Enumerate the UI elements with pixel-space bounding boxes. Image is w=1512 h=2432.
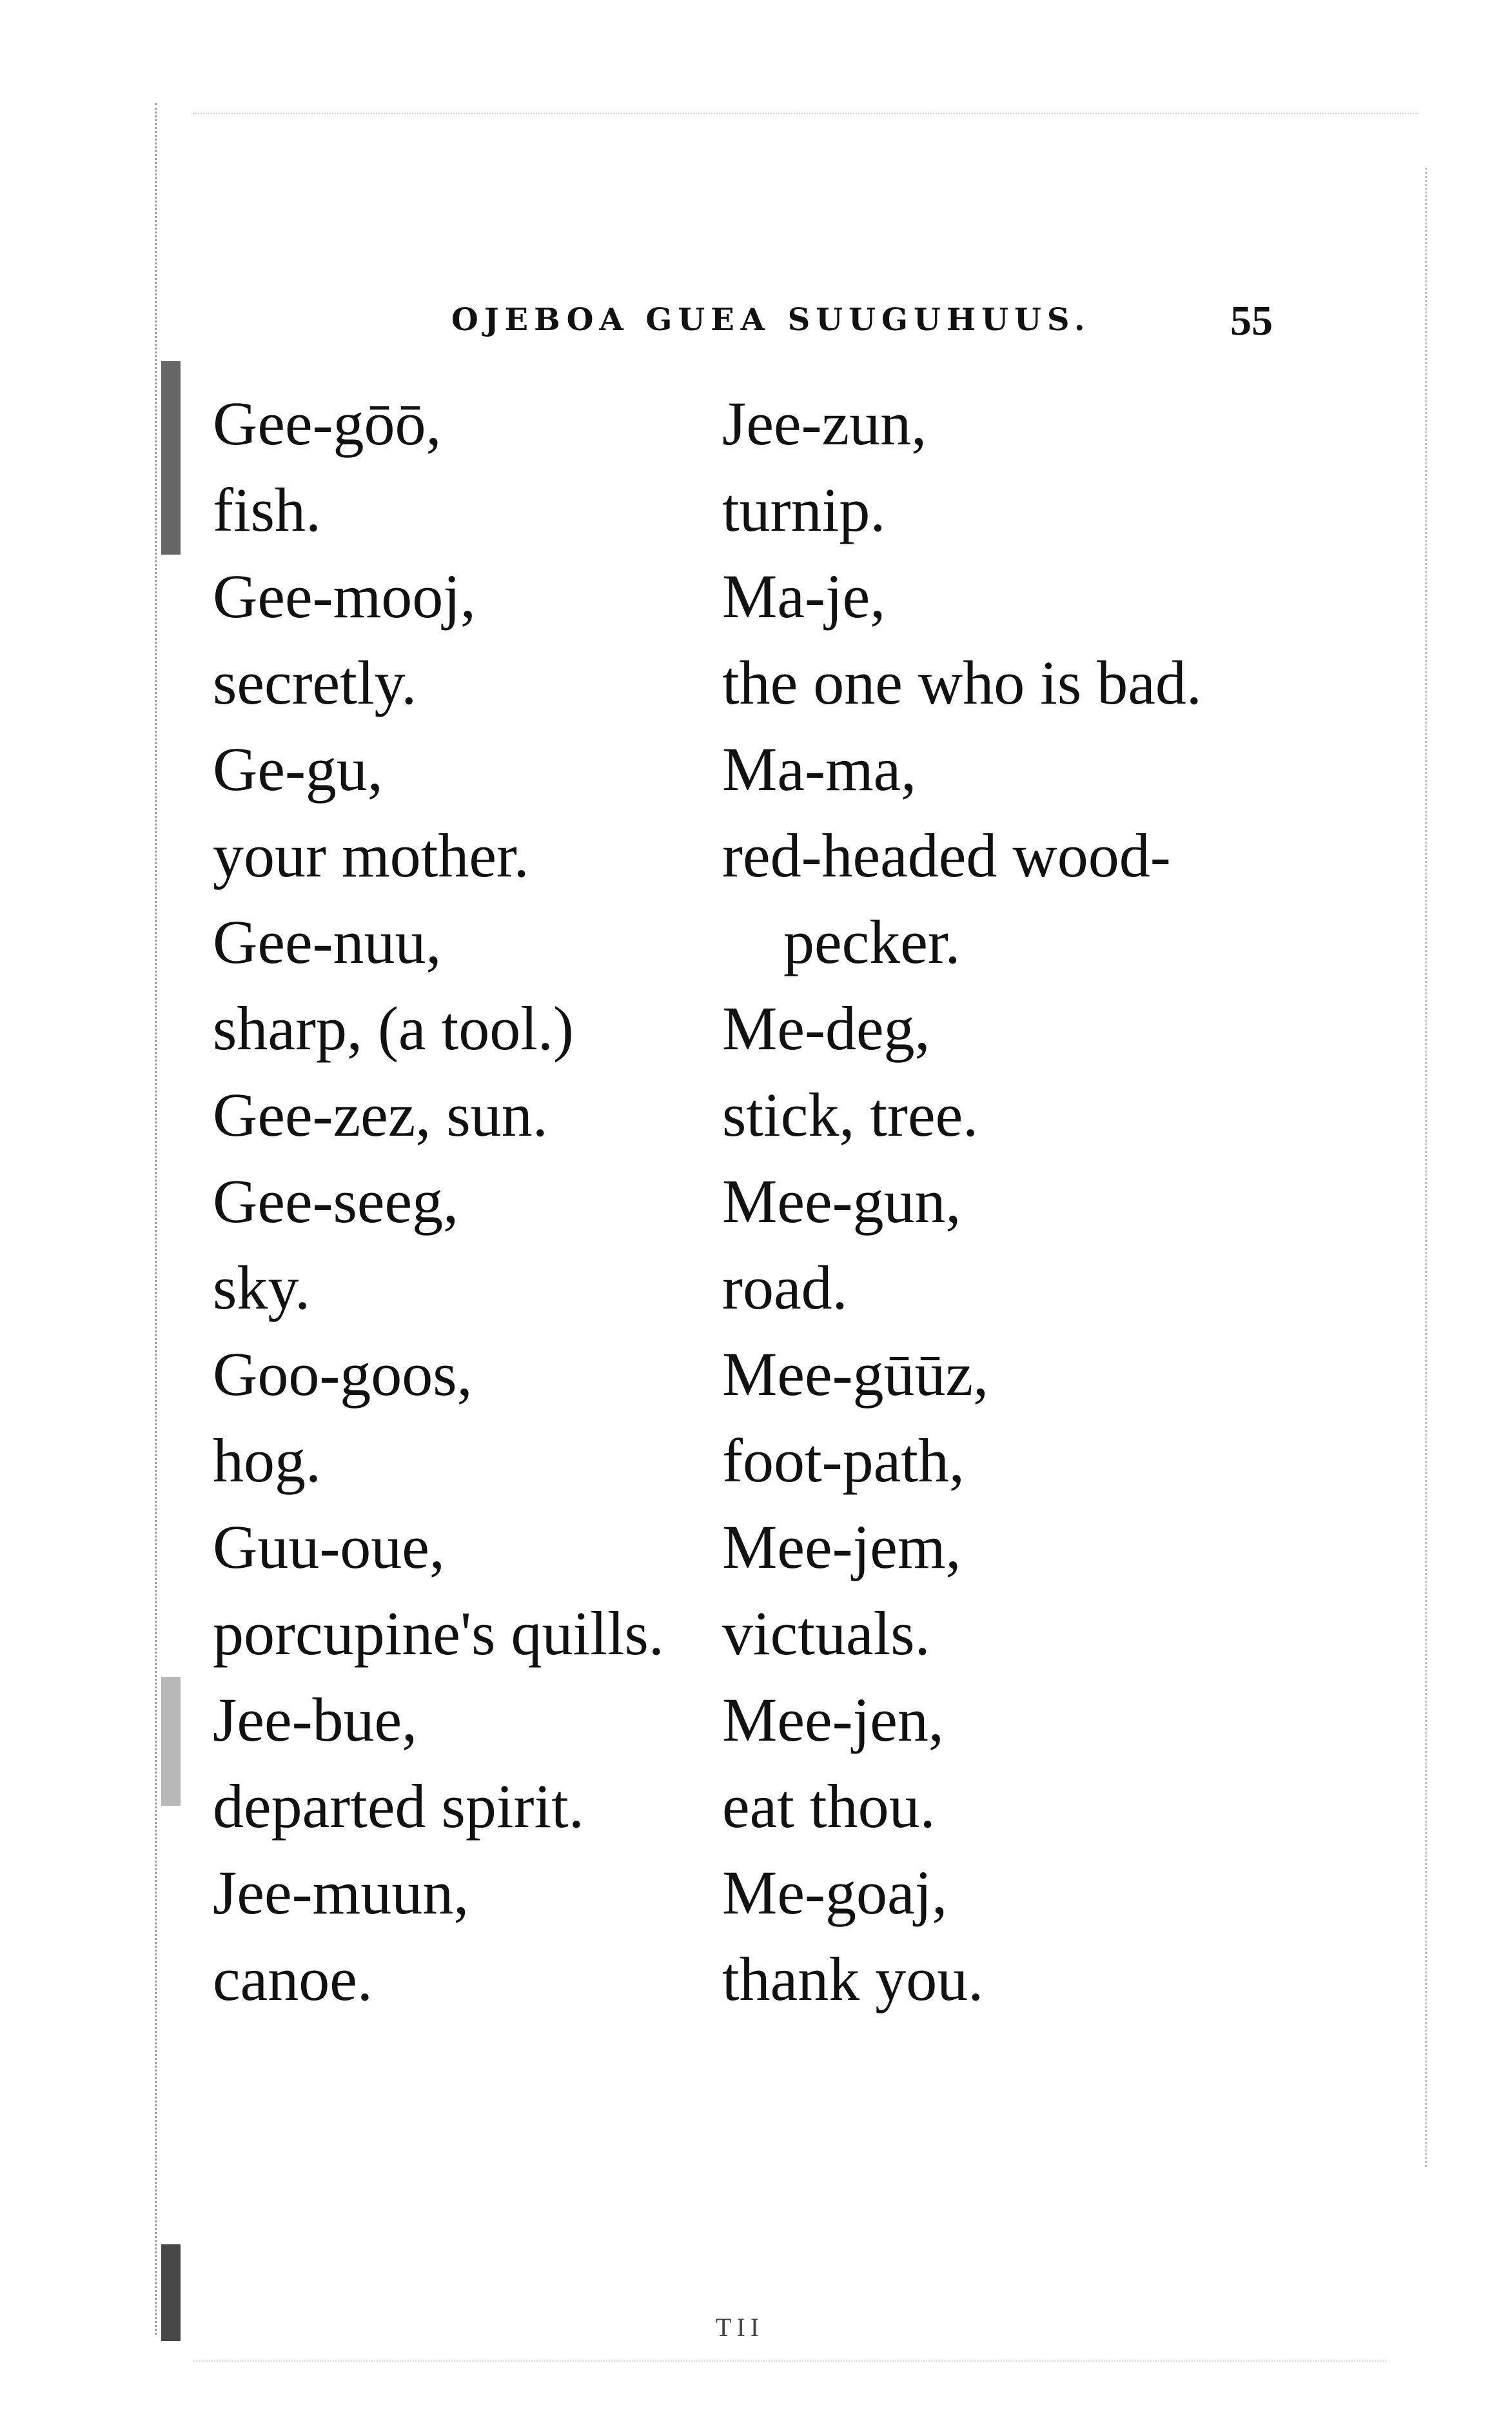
gloss: foot-path, — [722, 1426, 965, 1495]
gloss: fish. — [213, 475, 321, 544]
gloss: secretly. — [213, 648, 417, 717]
word: Ge-gu, — [213, 735, 383, 804]
gloss: turnip. — [722, 475, 886, 544]
word: Jee-zun, — [722, 389, 927, 458]
gloss: red-headed wood- — [722, 821, 1171, 890]
gloss-continuation: pecker. — [783, 907, 961, 976]
signature-mark: TII — [716, 2313, 765, 2342]
gloss: hog. — [213, 1426, 321, 1495]
gutter-shadow — [161, 1677, 181, 1806]
gloss: your mother. — [213, 821, 529, 890]
word: Me-goaj, — [722, 1858, 948, 1927]
word: Gee-gōō, — [213, 389, 442, 458]
word-with-gloss: Gee-zez, sun. — [213, 1080, 548, 1149]
gloss: stick, tree. — [722, 1080, 979, 1149]
running-head: OJEBOA GUEА SUUGUНUUS. — [451, 302, 1091, 338]
gutter-shadow — [161, 361, 181, 555]
word: Mee-gun, — [722, 1167, 961, 1236]
word: Goo-goos, — [213, 1340, 473, 1409]
gloss: porcupine's quills. — [213, 1599, 664, 1668]
page-edge-bottom — [193, 2360, 1386, 2363]
gloss: the one who is bad. — [722, 648, 1202, 717]
vocabulary-column-left — [213, 381, 793, 2022]
vocabulary-column-right — [722, 381, 1419, 2022]
gloss: victuals. — [722, 1599, 930, 1668]
gloss: departed spirit. — [213, 1772, 584, 1841]
gloss: sharp, (a tool.) — [213, 994, 574, 1063]
gloss: eat thou. — [722, 1772, 936, 1841]
word: Mee-jem, — [722, 1512, 961, 1581]
word: Me-deg, — [722, 994, 930, 1063]
word: Gee-mooj, — [213, 562, 476, 631]
word: Jee-bue, — [213, 1685, 418, 1754]
word: Guu-oue, — [213, 1512, 445, 1581]
word: Ma-ma, — [722, 735, 917, 804]
word: Gee-seeg, — [213, 1167, 459, 1236]
page-edge-top — [193, 113, 1419, 115]
page-edge-right — [1425, 168, 1428, 2167]
word: Mee-jen, — [722, 1685, 944, 1754]
gloss: road. — [722, 1253, 848, 1322]
gloss: canoe. — [213, 1944, 373, 2013]
word: Mee-gūūz, — [722, 1340, 989, 1409]
gloss: thank you. — [722, 1944, 984, 2013]
word: Jee-muun, — [213, 1858, 469, 1927]
gloss: sky. — [213, 1253, 311, 1322]
word: Gee-nuu, — [213, 907, 442, 976]
page-number: 55 — [1230, 297, 1273, 344]
word: Ma-je, — [722, 562, 886, 631]
gutter-shadow — [161, 2244, 181, 2341]
